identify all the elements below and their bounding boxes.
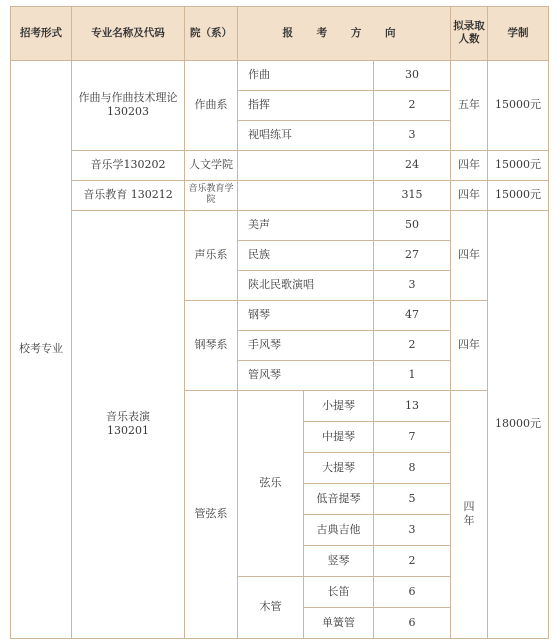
header-form: 招考形式: [11, 7, 72, 61]
form-cell: 校考专业: [11, 60, 72, 638]
quota-cell: 24: [374, 150, 451, 180]
quota-cell: 3: [374, 270, 451, 300]
direction-cell: 手风琴: [238, 330, 374, 360]
years-cell: 四年: [451, 150, 488, 180]
direction-cell: 作曲: [238, 60, 374, 90]
table-row: [11, 180, 549, 210]
major-musicology: 音乐学130202: [72, 150, 185, 180]
direction-cell: 视唱练耳: [238, 120, 374, 150]
quota-cell: 30: [374, 60, 451, 90]
quota-cell: 7: [374, 421, 451, 452]
enrollment-table: [10, 6, 549, 639]
table-row: [11, 150, 549, 180]
quota-cell: 2: [374, 545, 451, 576]
quota-cell: 3: [374, 514, 451, 545]
group-woodwinds: 木管: [238, 576, 304, 638]
direction-cell: 管风琴: [238, 360, 374, 390]
fee-cell: 15000元: [488, 150, 549, 180]
dept-composition: 作曲系: [185, 60, 238, 150]
direction-cell: 陕北民歌演唱: [238, 270, 374, 300]
quota-cell: 2: [374, 330, 451, 360]
direction-cell: 低音提琴: [304, 483, 374, 514]
years-composition: 五年: [451, 60, 488, 150]
direction-cell: 小提琴: [304, 390, 374, 421]
major-performance: [72, 210, 185, 638]
quota-cell: 8: [374, 452, 451, 483]
dept-orchestra: 管弦系: [185, 390, 238, 638]
years-vocal: 四年: [451, 210, 488, 300]
direction-cell: 单簧管: [304, 607, 374, 638]
years-piano: 四年: [451, 300, 488, 390]
table-row: [11, 210, 549, 240]
header-major: 专业名称及代码: [72, 7, 185, 61]
quota-cell: 50: [374, 210, 451, 240]
direction-cell: 大提琴: [304, 452, 374, 483]
quota-cell: 6: [374, 576, 451, 607]
header-quota: 拟录取人数: [451, 7, 488, 61]
direction-cell: 指挥: [238, 90, 374, 120]
years-char: 年: [463, 514, 475, 527]
quota-cell: 1: [374, 360, 451, 390]
header-dept: 院（系）: [185, 7, 238, 61]
major-name: 作曲与作曲技术理论: [78, 91, 178, 105]
group-strings: 弦乐: [238, 390, 304, 576]
years-orchestra: [451, 390, 488, 638]
quota-cell: 13: [374, 390, 451, 421]
direction-cell: 中提琴: [304, 421, 374, 452]
header-direction: 报 考 方 向: [238, 7, 451, 61]
major-code: 130203: [107, 105, 149, 118]
quota-cell: 6: [374, 607, 451, 638]
direction-cell: 长笛: [304, 576, 374, 607]
dept-piano: 钢琴系: [185, 300, 238, 390]
quota-cell: 315: [374, 180, 451, 210]
direction-cell: 钢琴: [238, 300, 374, 330]
direction-cell: 民族: [238, 240, 374, 270]
major-education: 音乐教育 130212: [72, 180, 185, 210]
dept-education: 音乐教育学院: [185, 180, 238, 210]
header-years: 学制: [488, 7, 549, 61]
table-row: [11, 60, 549, 90]
fee-performance: 18000元: [488, 210, 549, 638]
direction-empty: [238, 180, 374, 210]
fee-composition: 15000元: [488, 60, 549, 150]
direction-empty: [238, 150, 374, 180]
major-name: 音乐表演: [106, 410, 150, 424]
direction-cell: 美声: [238, 210, 374, 240]
direction-cell: 竖琴: [304, 545, 374, 576]
quota-cell: 3: [374, 120, 451, 150]
direction-cell: 古典吉他: [304, 514, 374, 545]
years-char: 四: [463, 500, 475, 514]
quota-cell: 27: [374, 240, 451, 270]
dept-vocal: 声乐系: [185, 210, 238, 300]
dept-humanities: 人文学院: [185, 150, 238, 180]
major-composition: [72, 60, 185, 150]
years-cell: 四年: [451, 180, 488, 210]
quota-cell: 47: [374, 300, 451, 330]
quota-cell: 5: [374, 483, 451, 514]
header-row: [11, 7, 549, 61]
fee-cell: 15000元: [488, 180, 549, 210]
major-code: 130201: [107, 424, 149, 437]
quota-cell: 2: [374, 90, 451, 120]
